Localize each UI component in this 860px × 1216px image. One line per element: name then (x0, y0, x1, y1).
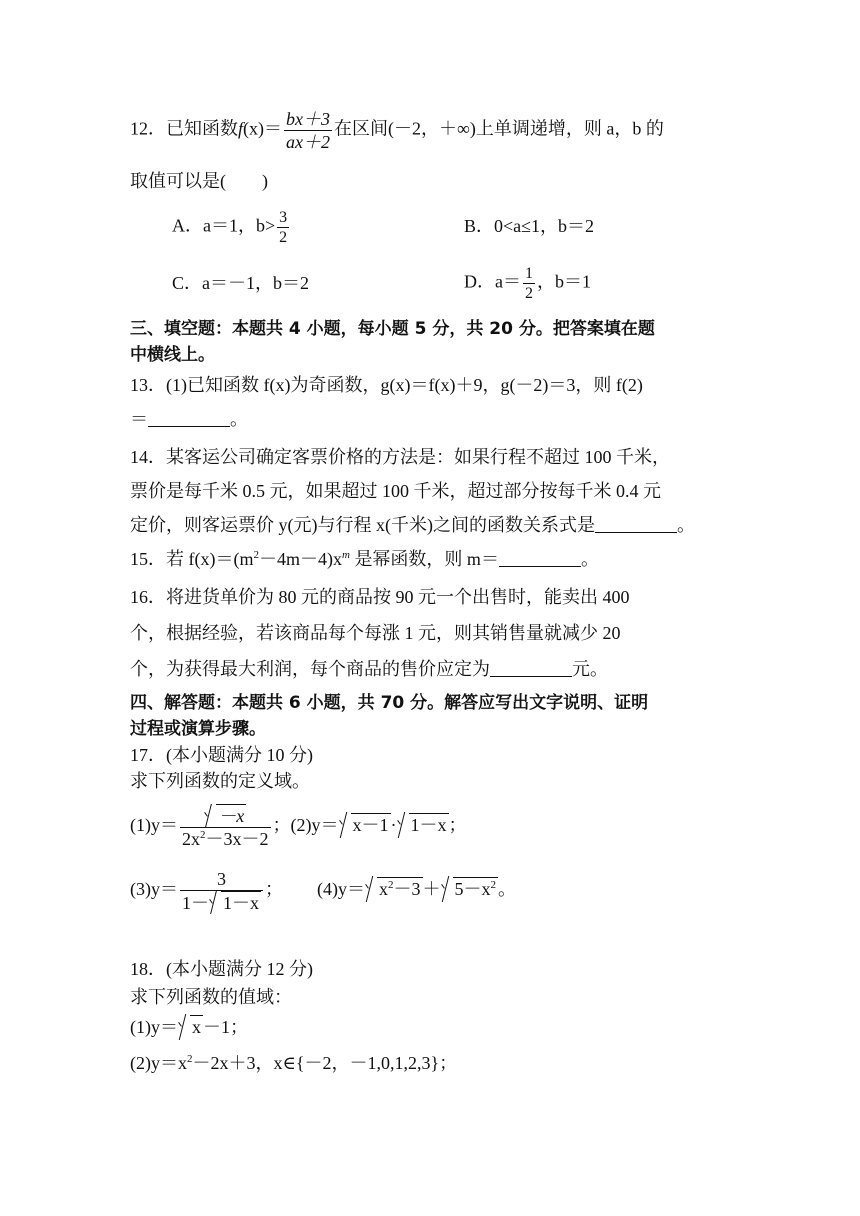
q14-line3-text: 定价，则客运票价 y(元)与行程 x(千米)之间的函数关系式是 (130, 515, 595, 535)
q17-p4-radicand2 (453, 877, 499, 900)
q18-p2-b: －2x＋3，x∈{－2，－1,0,1,2,3}； (192, 1053, 458, 1073)
q14-end: 。 (676, 515, 695, 535)
q18-p1-post: －1； (203, 1017, 248, 1037)
q12-option-a-frac (277, 208, 289, 247)
q18-ask: 求下列函数的值域： (130, 987, 292, 1007)
q12-fx: f (238, 118, 244, 139)
q17-p1-den-a: 2x (182, 829, 200, 849)
q16-line2: 个，根据经验，若该商品每个每涨 1 元，则其销售量就减少 20 (130, 623, 621, 643)
q18-title: 18．(本小题满分 12 分) (130, 959, 313, 979)
q17-p4-sqrt1 (366, 876, 423, 902)
q14-line3 (130, 512, 695, 538)
q16-line1: 16．将进货单价为 80 元的商品按 90 元一个出售时，能卖出 400 (130, 587, 630, 607)
q17-p1-num (180, 804, 271, 828)
q17-p4-sqrt2 (442, 876, 499, 902)
q18-part2 (130, 1050, 457, 1076)
q17-p3-fraction (180, 868, 263, 914)
q17-p2-dot: · (390, 815, 397, 836)
q17-p3-num: 3 (180, 868, 263, 891)
q17-p1-pre: (1)y＝ (130, 815, 178, 836)
q18-part1 (130, 1014, 248, 1040)
q17-p2-radicand2: 1－x (410, 815, 447, 836)
q14-answer-blank (595, 514, 677, 533)
q14-line1: 14．某客运公司确定客票价格的方法是：如果行程不超过 100 千米， (130, 447, 670, 467)
q16-line3 (130, 656, 608, 682)
q15-sup1: 2 (253, 549, 259, 561)
q12-option-d (464, 264, 591, 303)
section3-heading-line2: 中横线上。 (130, 345, 215, 365)
q17-p4-rad1-a: x (379, 879, 388, 900)
q17-p3-sqrt (210, 891, 261, 914)
q15-post: 是幂函数，则 m＝ (349, 549, 499, 569)
q13-end: 。 (230, 409, 248, 429)
q12-option-d-pre: D．a＝ (464, 271, 521, 292)
q17-p1-fraction (180, 804, 271, 850)
q18-p1-radicand: x (192, 1017, 201, 1037)
q17-p3-den (180, 891, 263, 914)
q17-p2-end: ； (448, 815, 467, 836)
q13-line1: 13．(1)已知函数 f(x)为奇函数，g(x)＝f(x)＋9，g(－2)＝3，则 f(2) (130, 375, 643, 395)
q13-eq: ＝ (130, 409, 148, 429)
q16-answer-blank (490, 658, 572, 677)
q17-title: 17．(本小题满分 10 分) (130, 745, 313, 765)
q12-line2: 取值可以是( ) (130, 171, 268, 191)
q15-sup2: m (341, 549, 350, 561)
q12-option-d-post: ，b＝1 (537, 271, 591, 292)
q18-p2-a: (2)y＝x (130, 1053, 187, 1073)
q17-p4-pre: (4)y＝ (317, 879, 365, 900)
q17-p2-sqrt2 (398, 812, 449, 838)
q15-mid: －4m－4)x (258, 549, 342, 569)
q17-p4-rad1-sup: 2 (388, 879, 394, 892)
q17-parts-1-2 (130, 804, 467, 850)
q12-option-a-text: A．a＝1，b> (172, 215, 276, 236)
q14-line2: 票价是每千米 0.5 元，如果超过 100 千米，超过部分按每千米 0.4 元 (130, 481, 661, 501)
q17-ask: 求下列函数的定义域。 (130, 771, 310, 791)
q12-option-a-num: 3 (279, 209, 288, 226)
q17-p4-end: 。 (498, 879, 516, 900)
q17-p4-rad2-a: 5－x (454, 879, 491, 900)
q17-p3-sep: ； (265, 879, 283, 900)
section4-heading-line2: 过程或演算步骤。 (130, 719, 266, 739)
q12-option-d-frac (523, 264, 535, 303)
q12-frac-num: bx＋3 (286, 109, 331, 129)
q12-option-a (172, 208, 291, 247)
q18-p2-sup: 2 (187, 1053, 193, 1065)
q17-p1-sep: ； (272, 815, 291, 836)
q17-p2-radicand1: x－1 (352, 815, 389, 836)
q17-p1-den-sup: 2 (200, 829, 206, 841)
q18-p1-pre: (1)y＝ (130, 1017, 178, 1037)
q12-option-d-num: 1 (525, 265, 533, 282)
q12-fraction (284, 108, 332, 153)
q17-p4-rad1-b: －3 (393, 879, 421, 900)
q12-option-b: B．0<a≤1，b＝2 (464, 216, 595, 236)
q12-line1 (130, 108, 664, 153)
q16-end: 元。 (572, 659, 608, 679)
q17-p2-sqrt1 (340, 812, 391, 838)
q17-p4-rad2-sup: 2 (490, 879, 496, 892)
q17-p4-plus: ＋ (422, 879, 441, 900)
q12-frac-den: ax＋2 (286, 132, 331, 152)
q17-p1-den-b: －3x－2 (205, 829, 269, 849)
q15-end: 。 (580, 549, 599, 569)
q12-option-d-den: 2 (525, 285, 533, 302)
q12-option-c: C．a＝－1，b＝2 (172, 273, 309, 293)
q17-p1-sqrt (205, 804, 246, 827)
q17-p1-den (180, 828, 271, 850)
q17-p3-den-pre: 1－ (182, 893, 209, 913)
q12-prefix: 12．已知函数 (130, 118, 238, 139)
section3-heading-line1: 三、填空题：本题共 4 小题，每小题 5 分，共 20 分。把答案填在题 (130, 319, 655, 339)
q17-p4-radicand1 (377, 877, 423, 900)
q15-line (130, 546, 599, 572)
q17-p3-pre: (3)y＝ (130, 879, 178, 900)
q15-answer-blank (499, 548, 581, 567)
q13-answer-blank (148, 408, 230, 427)
q17-p2-pre: (2)y＝ (290, 815, 339, 836)
q17-p3-radicand: 1－x (223, 893, 259, 913)
q16-line3-text: 个，为获得最大利润，每个商品的售价应定为 (130, 659, 490, 679)
q12-fx-paren: (x)＝ (243, 118, 283, 139)
q12-option-a-den: 2 (279, 229, 288, 246)
q17-parts-3-4 (130, 868, 516, 914)
q15-pre: 15．若 f(x)＝(m (130, 549, 254, 569)
section4-heading-line1: 四、解答题：本题共 6 小题，共 70 分。解答应写出文字说明、证明 (130, 693, 649, 713)
q13-line2 (130, 406, 248, 432)
q17-p1-radicand: －x (218, 806, 245, 826)
q12-suffix: 在区间(－2，＋∞)上单调递增，则 a，b 的 (334, 118, 664, 139)
q18-p1-sqrt (179, 1014, 203, 1040)
